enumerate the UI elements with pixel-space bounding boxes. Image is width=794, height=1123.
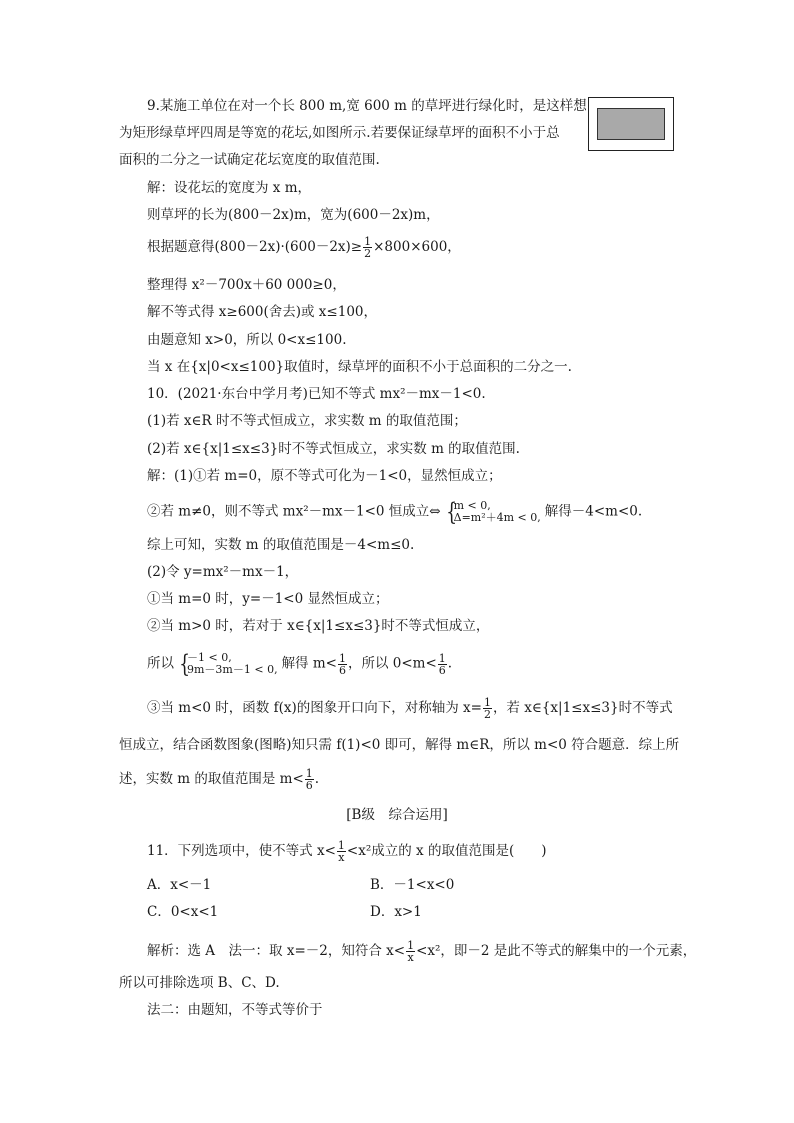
q10-solution-9: 恒成立，结合函数图象(图略)知只需 f(1)<0 即可，解得 m∈R，所以 m<0 符合题意．综上所 xyxy=(119,737,680,753)
q10-stem: 10．(2021·东台中学月考)已知不等式 mx²－mx－1<0. xyxy=(147,386,486,402)
frac-num: 1 xyxy=(407,939,415,952)
q10-solution-7b: 解得 m< xyxy=(281,655,337,672)
frac-num: 1 xyxy=(337,839,345,852)
equation-system-2 xyxy=(178,652,278,676)
fraction-half xyxy=(363,236,372,259)
fraction-sixth xyxy=(305,768,314,791)
q11-analysis-1 xyxy=(147,940,696,963)
system-row: Δ=m²＋4m < 0, xyxy=(453,511,541,524)
q11-analysis-3: 法二：由题知，不等式等价于 xyxy=(147,1002,323,1018)
frac-den: x xyxy=(338,851,345,864)
q9-line3: 面积的二分之一试确定花坛宽度的取值范围. xyxy=(119,152,380,168)
option-d: D．x>1 xyxy=(370,904,422,920)
q11-analysis-1a: 解析：选 A 法一：取 x=－2，知符合 x< xyxy=(147,943,406,959)
q11-stem-a: 11．下列选项中，使不等式 x< xyxy=(147,843,336,859)
q10-solution-8b: ，若 x∈{x|1≤x≤3}时不等式 xyxy=(492,700,673,716)
q9-solution-3a: 根据题意得(800－2x)·(600－2x)≥ xyxy=(147,239,363,255)
fraction-half xyxy=(483,697,492,720)
q11-stem xyxy=(147,840,546,863)
frac-den: 6 xyxy=(338,663,346,677)
q11-analysis-1b: <x²，即－2 是此不等式的解集中的一个元素， xyxy=(416,943,697,959)
lawn-figure xyxy=(588,97,674,151)
q9-line2: 为矩形绿草坪四周是等宽的花坛,如图所示.若要保证绿草坪的面积不小于总 xyxy=(119,125,560,141)
q10-solution-10b: . xyxy=(314,771,320,787)
q10-solution-3: 综上可知，实数 m 的取值范围是－4<m≤0. xyxy=(147,537,415,553)
q9-solution-6: 由题意知 x>0，所以 0<x≤100. xyxy=(147,332,347,348)
q9-solution-2: 则草坪的长为(800－2x)m，宽为(600－2x)m， xyxy=(147,207,440,223)
q9-solution-1: 解：设花坛的宽度为 x m， xyxy=(147,180,311,196)
q10-solution-4: (2)令 y=mx²－mx－1， xyxy=(147,564,299,580)
lawn-rectangle xyxy=(597,108,665,140)
fraction-sixth xyxy=(338,653,347,676)
q10-solution-6: ②当 m>0 时，若对于 x∈{x|1≤x≤3}时不等式恒成立， xyxy=(147,618,490,634)
fraction-inverse-x xyxy=(337,840,346,863)
q10-solution-7a: 所以 xyxy=(147,655,174,672)
equation-system-1 xyxy=(445,500,541,524)
q10-solution-1: 解：(1)①若 m=0，原不等式可化为－1<0，显然恒成立； xyxy=(147,468,502,484)
q9-solution-3b: ×800×600， xyxy=(373,239,461,255)
frac-den: x xyxy=(407,951,414,964)
fraction-inverse-x xyxy=(406,940,415,963)
section-heading: [B级 综合运用] xyxy=(346,807,448,823)
frac-num: 1 xyxy=(364,235,372,248)
frac-den: 6 xyxy=(305,779,313,792)
option-c: C．0<x<1 xyxy=(147,904,219,920)
q10-solution-8a: ③当 m<0 时，函数 f(x)的图象开口向下，对称轴为 x= xyxy=(147,700,482,716)
q10-solution-8 xyxy=(147,697,673,720)
q9-solution-5: 解不等式得 x≥600(舍去)或 x≤100， xyxy=(147,304,378,320)
frac-num: 1 xyxy=(338,651,346,665)
q9-solution-3 xyxy=(147,236,461,259)
option-b: B．－1<x<0 xyxy=(370,877,455,893)
frac-den: 6 xyxy=(438,663,446,677)
frac-num: 1 xyxy=(305,767,313,780)
frac-den: 2 xyxy=(483,708,491,721)
fraction-sixth xyxy=(438,653,447,676)
q10-solution-10a: 述，实数 m 的取值范围是 m< xyxy=(119,771,304,787)
frac-num: 1 xyxy=(483,696,491,709)
q10-solution-7c: ，所以 0<m< xyxy=(347,655,437,672)
q10-solution-5: ①当 m=0 时，y=－1<0 显然恒成立； xyxy=(147,591,389,607)
system-row: { －1 < 0, xyxy=(187,651,232,664)
q10-part2: (2)若 x∈{x|1≤x≤3}时不等式恒成立，求实数 m 的取值范围. xyxy=(147,441,520,457)
q10-solution-10 xyxy=(119,768,319,791)
system-row: 9m－3m－1 < 0, xyxy=(187,663,278,676)
frac-den: 2 xyxy=(364,247,372,260)
q10-solution-7d: . xyxy=(447,655,453,672)
frac-num: 1 xyxy=(438,651,446,665)
q9-solution-7: 当 x 在{x|0<x≤100}取值时，绿草坪的面积不小于总面积的二分之一. xyxy=(147,359,572,375)
option-a: A．x<－1 xyxy=(147,877,212,893)
q11-stem-b: <x²成立的 x 的取值范围是( ) xyxy=(346,843,547,859)
q10-solution-2 xyxy=(147,500,642,524)
q10-solution-2a: ②若 m≠0，则不等式 mx²－mx－1<0 恒成立⇔ xyxy=(147,503,441,520)
q9-solution-4: 整理得 x²－700x＋60 000≥0， xyxy=(147,277,346,293)
q10-solution-2b: 解得－4<m<0. xyxy=(544,503,643,520)
q10-solution-7 xyxy=(147,652,452,676)
q9-line1: 9.某施工单位在对一个长 800 m,宽 600 m 的草坪进行绿化时，是这样想 xyxy=(147,98,587,114)
system-row: { m < 0, xyxy=(453,499,491,512)
q10-part1: (1)若 x∈R 时不等式恒成立，求实数 m 的取值范围； xyxy=(147,413,467,429)
q11-analysis-2: 所以可排除选项 B、C、D. xyxy=(119,975,280,991)
